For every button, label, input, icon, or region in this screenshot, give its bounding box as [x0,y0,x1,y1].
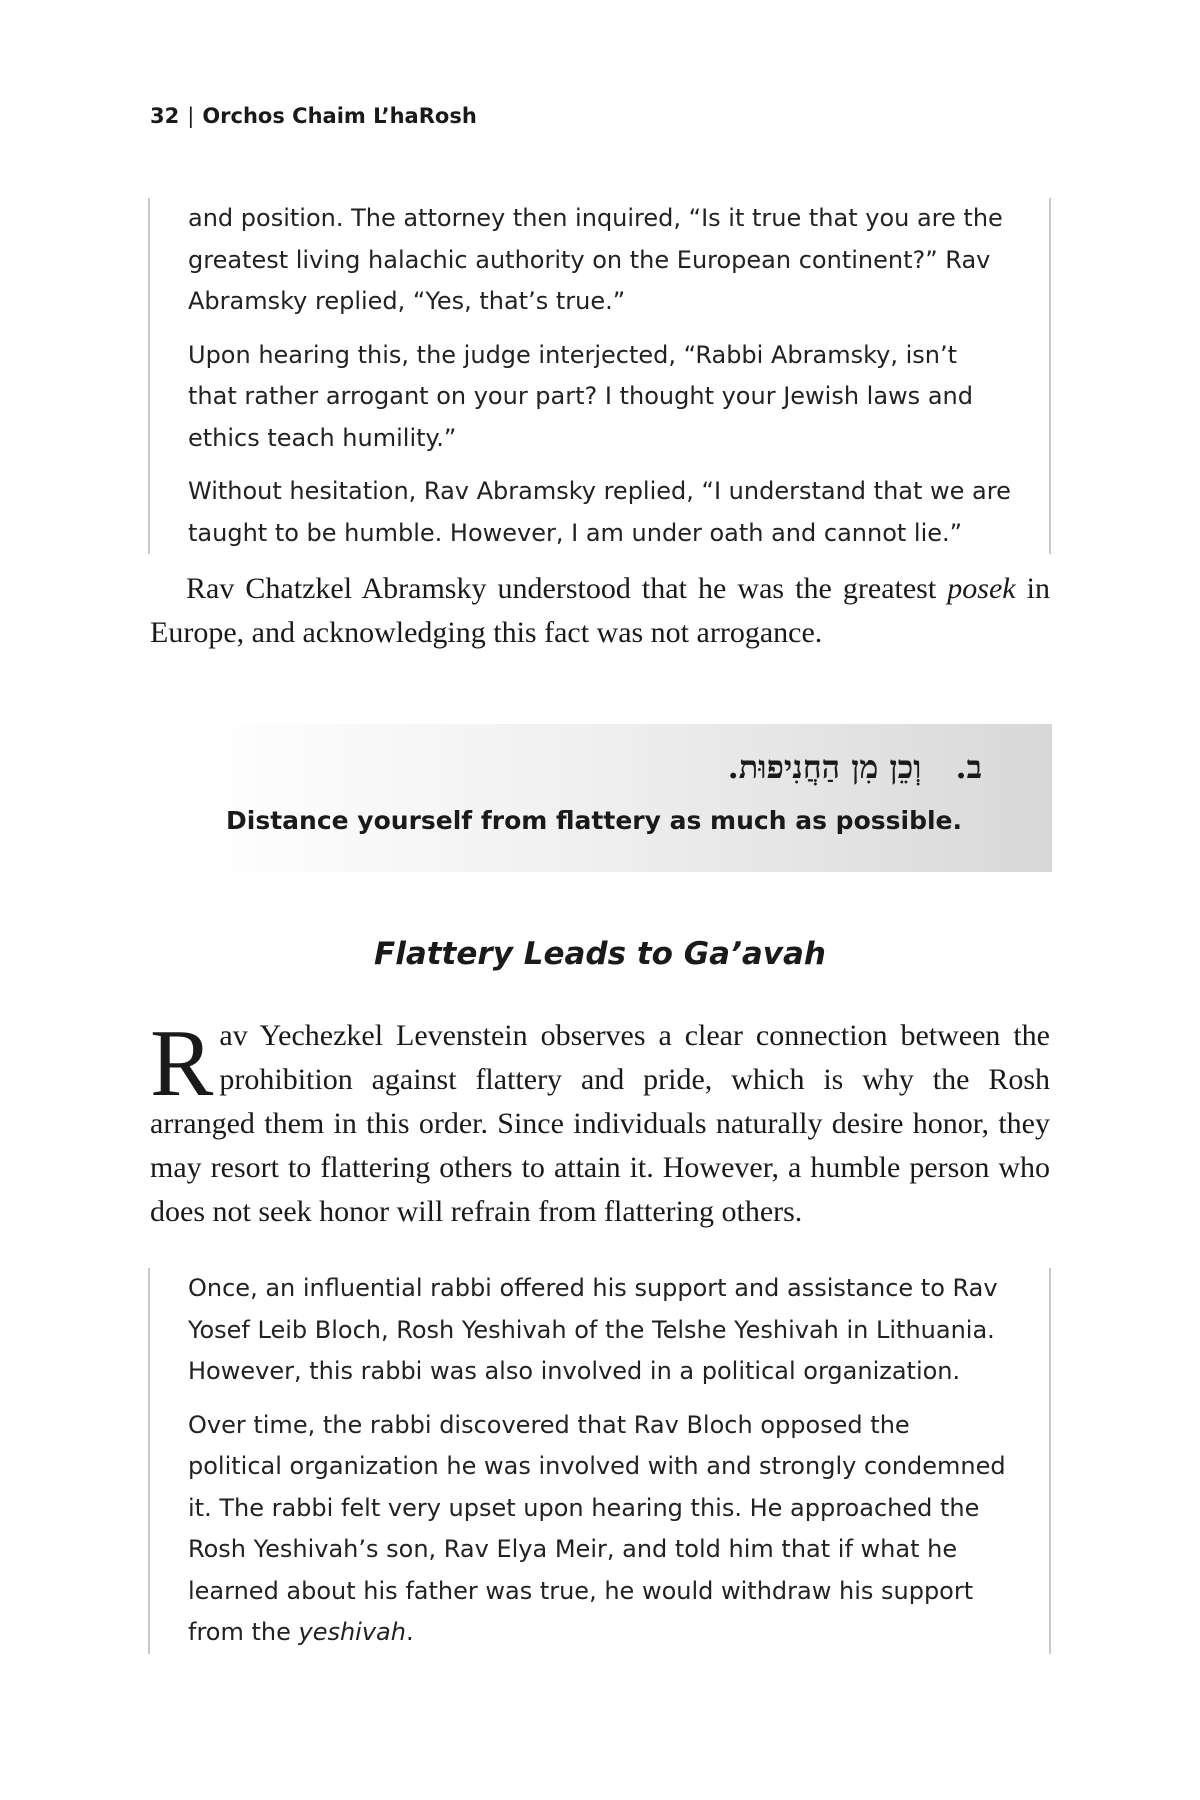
body-text-span: av Yechezkel Levenstein observes a clear connection between the prohibition against flattery and pride, which is why the Rosh arranged them in this order. Since individuals naturally desire honor, they may resort to flattering others to attain it. However, a humble person who does not seek honor will refrain from flattering others. [150,1019,1050,1228]
body-paragraph-levenstein [150,1010,1050,1234]
page-number: 32 [150,104,180,128]
halacha-letter: ב. [955,748,982,786]
header-separator: | [187,104,195,128]
sidebar-paragraph: Upon hearing this, the judge interjected, “Rabbi Abramsky, isn’t that rather arrogant on your part? I thought your Jewish laws and ethics teach humility.” [188,340,973,452]
halacha-callout [196,724,1052,872]
italic-term-yeshivah: yeshivah [298,1618,406,1646]
section-heading: Flattery Leads to Ga’avah [374,936,826,972]
sidebar-paragraph [188,1405,1011,1654]
drop-cap: R [150,1010,214,1116]
italic-term-posek: posek [947,572,1016,605]
sidebar-paragraph: Once, an influential rabbi offered his support and assistance to Rav Yosef Leib Bloch, Rosh Yeshivah of the Telshe Yeshivah in Lithuania. However, this rabbi was also involved in a political organization. [188,1274,998,1385]
sidebar-text-span: . [405,1618,414,1646]
hebrew-text: וְכֵן מִן הַחֲנִיפוּת. [727,748,922,786]
book-title: Orchos Chaim L’haRosh [202,104,477,128]
story-sidebar-bloch [148,1268,1051,1654]
body-paragraph-abramsky-conclusion [150,567,1050,655]
hebrew-source-line [728,748,982,786]
running-head [150,104,477,128]
sidebar-paragraph: Without hesitation, Rav Abramsky replied, “I understand that we are taught to be humble. However, I am under oath and cannot lie.” [188,477,1011,547]
halacha-translation: Distance yourself from flattery as much as possible. [226,806,962,835]
sidebar-text-span: Over time, the rabbi discovered that Rav Bloch opposed the political organization he was involved with and strongly condemned it. The rabbi felt very upset upon hearing this. He approached the Rosh Yeshivah’s son, Rav Elya Meir, and told him that if what he learned about his father was true, he would withdraw his support from the [188,1410,1006,1646]
body-text-span: in Europe, and acknowledging this fact was not arrogance. [150,572,1050,649]
sidebar-paragraph: and position. The attorney then inquired, “Is it true that you are the greatest living halachic authority on the European continent?” Rav Abramsky replied, “Yes, that’s true.” [188,204,1003,315]
story-sidebar-abramsky [148,198,1051,554]
body-text-span: Rav Chatzkel Abramsky understood that he was the greatest [186,572,948,605]
